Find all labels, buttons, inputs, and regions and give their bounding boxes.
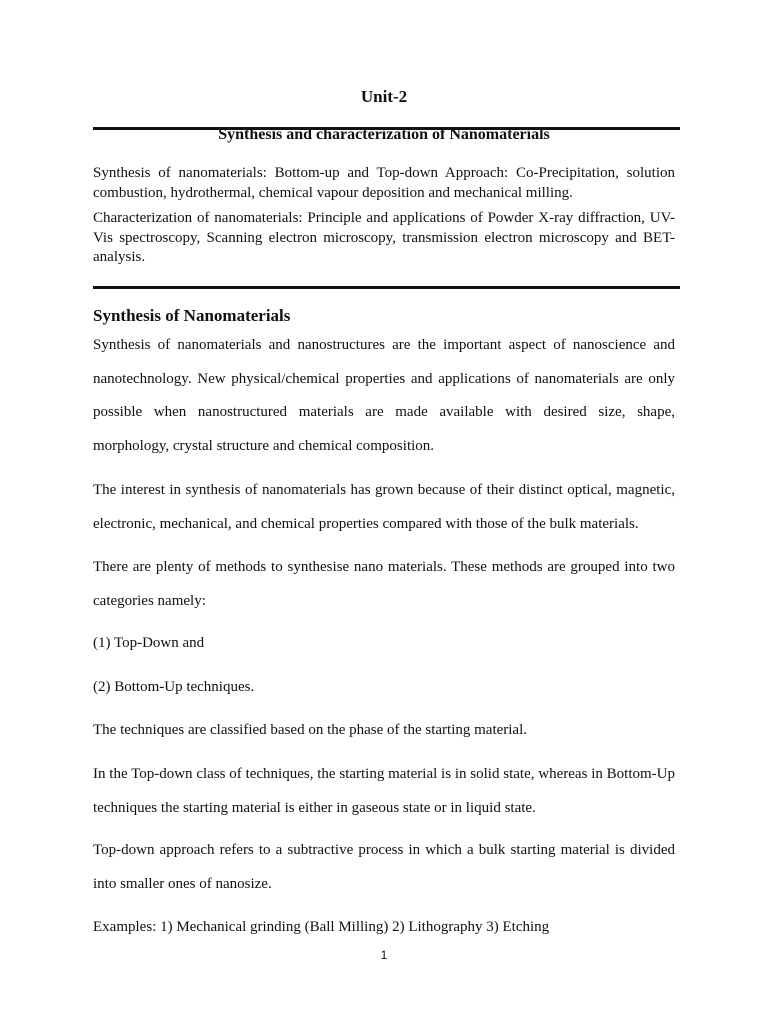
- list-item-top-down: (1) Top-Down and: [93, 635, 205, 651]
- paragraph-methods: There are plenty of methods to synthesise nano materials. These methods are grouped into two categories namely:: [93, 559, 675, 609]
- document-subtitle: Synthesis and characterization of Nanomaterials: [218, 126, 550, 143]
- section-heading: Synthesis of Nanomaterials: [93, 306, 291, 325]
- list-item-bottom-up: (2) Bottom-Up techniques.: [93, 679, 255, 695]
- unit-title: Unit-2: [360, 87, 408, 106]
- bottom-divider: [93, 286, 680, 289]
- paragraph-phase: In the Top-down class of techniques, the starting material is in solid state, whereas in Bottom-Up techniques the starting material is either in gaseous state or in liquid state.: [93, 766, 675, 816]
- syllabus-characterization: Characterization of nanomaterials: Principle and applications of Powder X-ray diffraction, UV-Vis spectroscopy, Scanning electron microscopy, transmission electron microscopy and BET-analysis.: [93, 210, 675, 265]
- page-number: 1: [380, 948, 388, 962]
- paragraph-interest: The interest in synthesis of nanomaterials has grown because of their distinct optical, magnetic, electronic, mechanical, and chemical properties compared with those of the bulk materials.: [93, 482, 675, 532]
- paragraph-examples: Examples: 1) Mechanical grinding (Ball Milling) 2) Lithography 3) Etching: [93, 919, 550, 935]
- paragraph-top-down: Top-down approach refers to a subtractive process in which a bulk starting material is divided into smaller ones of nanosize.: [93, 842, 675, 892]
- paragraph-intro: Synthesis of nanomaterials and nanostructures are the important aspect of nanoscience and nanotechnology. New physical/chemical properties and applications of nanomaterials are only possible when nanostructured materials are made available with desired size, shape, morphology, crystal structure and chemical composition.: [93, 337, 675, 454]
- syllabus-synthesis: Synthesis of nanomaterials: Bottom-up and Top-down Approach: Co-Precipitation, solution combustion, hydrothermal, chemical vapour deposition and mechanical milling.: [93, 165, 675, 201]
- paragraph-classification: The techniques are classified based on the phase of the starting material.: [93, 722, 528, 738]
